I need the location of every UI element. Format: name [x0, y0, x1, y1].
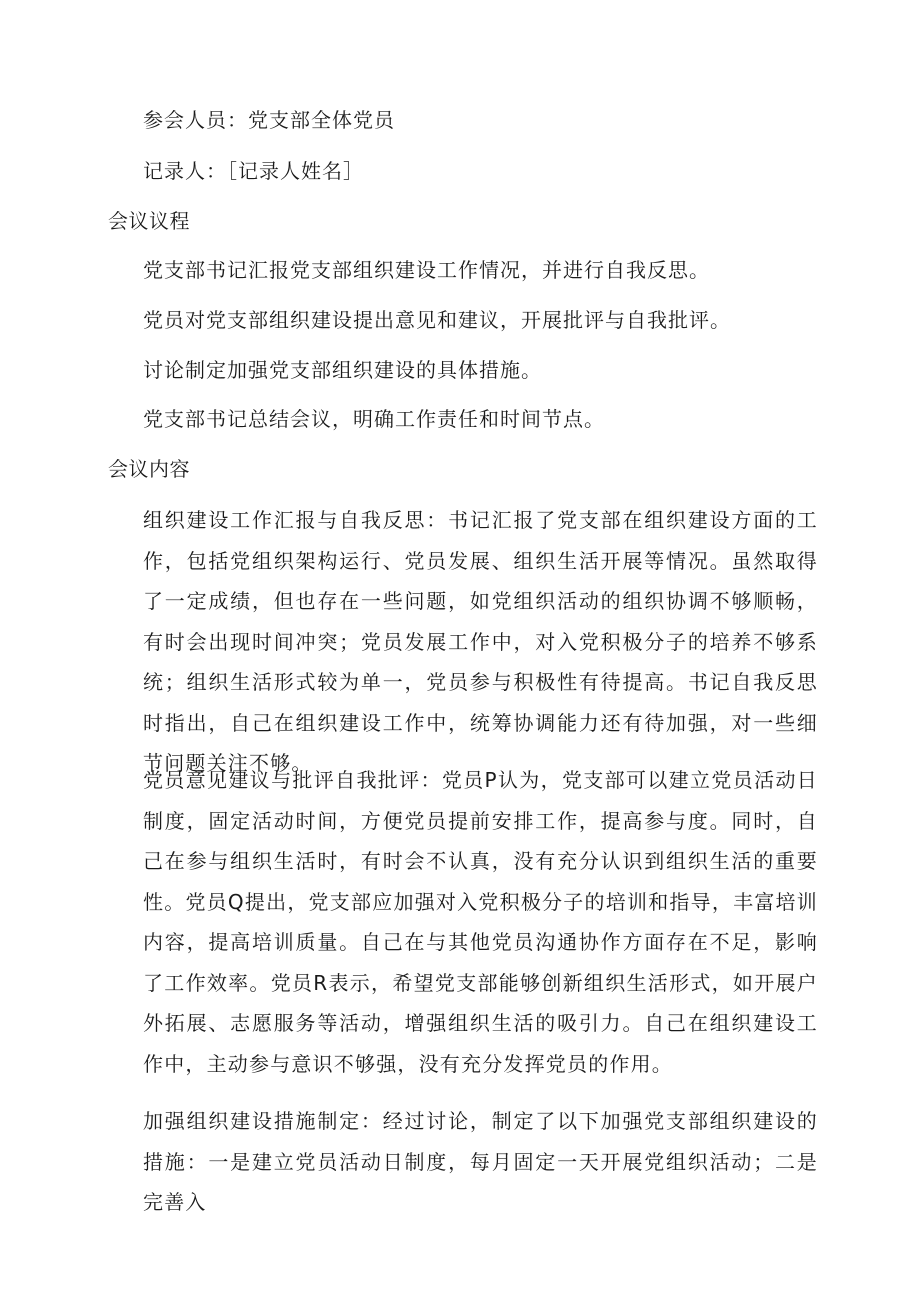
- content-heading: 会议内容: [108, 457, 190, 481]
- agenda-item: 党员对党支部组织建设提出意见和建议，开展批评与自我批评。: [143, 308, 731, 332]
- attendees-line: 参会人员：党支部全体党员: [143, 108, 395, 132]
- recorder-line: 记录人：［记录人姓名］: [143, 159, 364, 183]
- agenda-heading: 会议议程: [108, 209, 190, 233]
- agenda-item: 讨论制定加强党支部组织建设的具体措施。: [143, 358, 542, 382]
- content-paragraph-opinions: 党员意见建议与批评自我批评：党员P认为，党支部可以建立党员活动日制度，固定活动时间，方便党员提前安排工作，提高参与度。同时，自己在参与组织生活时，有时会不认真，没有充分认识到组织生活的重要性。党员Q提出，党支部应加强对入党积极分子的培训和指导，丰富培训内容，提高培训质量。自己在与其他党员沟通协作方面存在不足，影响了工作效率。党员R表示，希望党支部能够创新组织生活形式，如开展户外拓展、志愿服务等活动，增强组织生活的吸引力。自己在组织建设工作中，主动参与意识不够强，没有充分发挥党员的作用。: [143, 768, 818, 1076]
- content-paragraph-measures: 加强组织建设措施制定：经过讨论，制定了以下加强党支部组织建设的措施：一是建立党员活动日制度，每月固定一天开展党组织活动；二是完善入: [143, 1109, 818, 1214]
- agenda-item: 党支部书记汇报党支部组织建设工作情况，并进行自我反思。: [143, 258, 710, 282]
- agenda-item: 党支部书记总结会议，明确工作责任和时间节点。: [143, 407, 605, 431]
- content-paragraph-report: 组织建设工作汇报与自我反思：书记汇报了党支部在组织建设方面的工作，包括党组织架构运行、党员发展、组织生活开展等情况。虽然取得了一定成绩，但也存在一些问题，如党组织活动的组织协调不够顺畅，有时会出现时间冲突；党员发展工作中，对入党积极分子的培养不够系统；组织生活形式较为单一，党员参与积极性有待提高。书记自我反思时指出，自己在组织建设工作中，统筹协调能力还有待加强，对一些细节问题关注不够。: [143, 508, 818, 775]
